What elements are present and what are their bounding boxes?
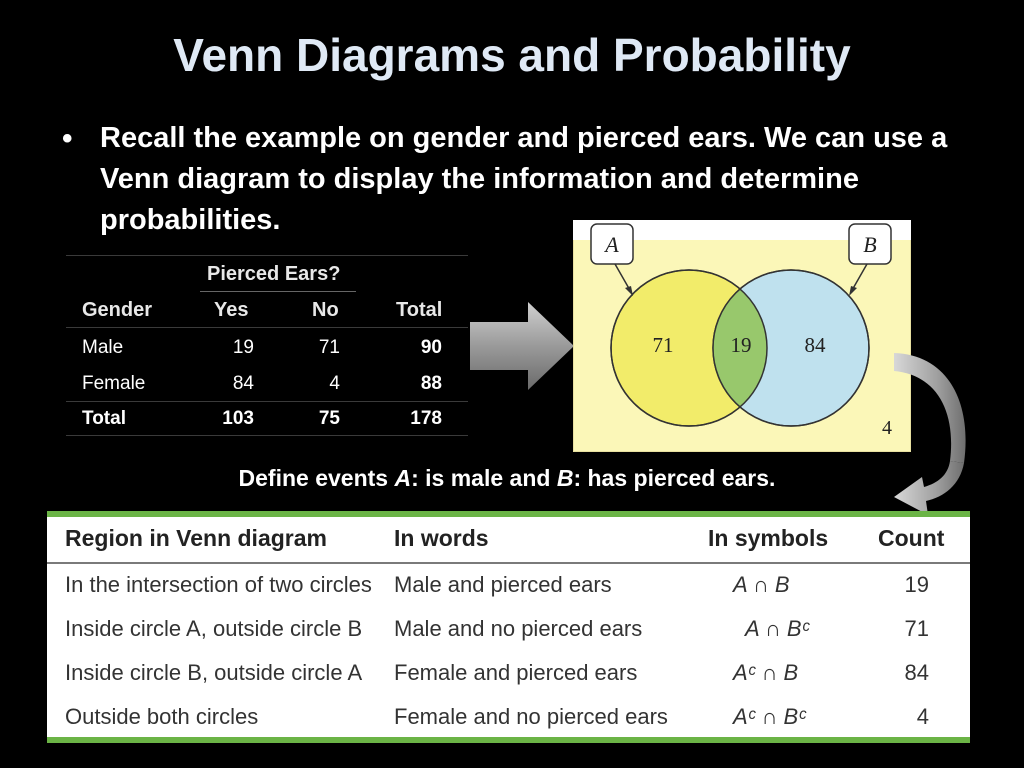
row-label-total: Total [82,408,126,429]
bullet-marker: • [62,122,73,155]
venn-label-a: A [605,232,619,257]
col-header-yes: Yes [214,299,249,321]
pierced-ears-header: Pierced Ears? [207,263,341,285]
cell-female-yes: 84 [232,373,254,394]
venn-only-b: 84 [804,333,826,357]
venn-outside: 4 [882,417,892,439]
cell-male-total: 90 [420,337,442,358]
cell-total-yes: 103 [222,408,254,429]
venn-label-b: B [863,232,877,257]
contingency-table [66,255,468,437]
cell-female-total: 88 [420,373,442,394]
cell-total-total: 178 [410,408,442,429]
cell-female-no: 4 [329,373,340,394]
col-header-gender: Gender [82,299,153,321]
table-row: Inside circle B, outside circle A [65,660,363,685]
curved-arrow-icon [880,345,980,530]
bullet-text: Recall the example on gender and pierced ears. We can use a Venn diagram to display the information and determine probabilities. [100,122,948,236]
regions-table: Region in Venn diagram In words In symbols Count In the intersection of two circles Male and pierced ears A ∩ B 19 Inside circle A, outside circle B Male and no pierced ears A ∩ Bᶜ 71 Inside circle B, outside circle A Female and pierced ears Aᶜ ∩ B 84 Outside both circles Female and no pierced ears Aᶜ ∩ Bᶜ 4 [47,511,970,743]
col-header-no: No [312,299,339,321]
row-label-female: Female [82,373,146,394]
row-label-male: Male [82,337,124,358]
cell-male-no: 71 [318,337,340,358]
event-definition: Define events A: is male and B: has pierced ears. [238,465,776,491]
venn-both: 19 [730,333,752,357]
table-row: Inside circle A, outside circle B [65,616,363,641]
slide-title: Venn Diagrams and Probability [173,29,851,81]
table-row: Outside both circles [65,704,259,729]
venn-diagram [573,220,911,452]
col-header-count: Count [878,525,945,551]
col-header-words: In words [394,525,489,551]
col-header-symbols: In symbols [708,525,829,551]
table-row: In the intersection of two circles [65,572,372,597]
cell-male-yes: 19 [232,337,254,358]
cell-total-no: 75 [318,408,340,429]
right-arrow-icon [470,302,575,390]
col-header-region: Region in Venn diagram [65,525,327,551]
venn-only-a: 71 [652,333,674,357]
col-header-total: Total [396,299,443,321]
